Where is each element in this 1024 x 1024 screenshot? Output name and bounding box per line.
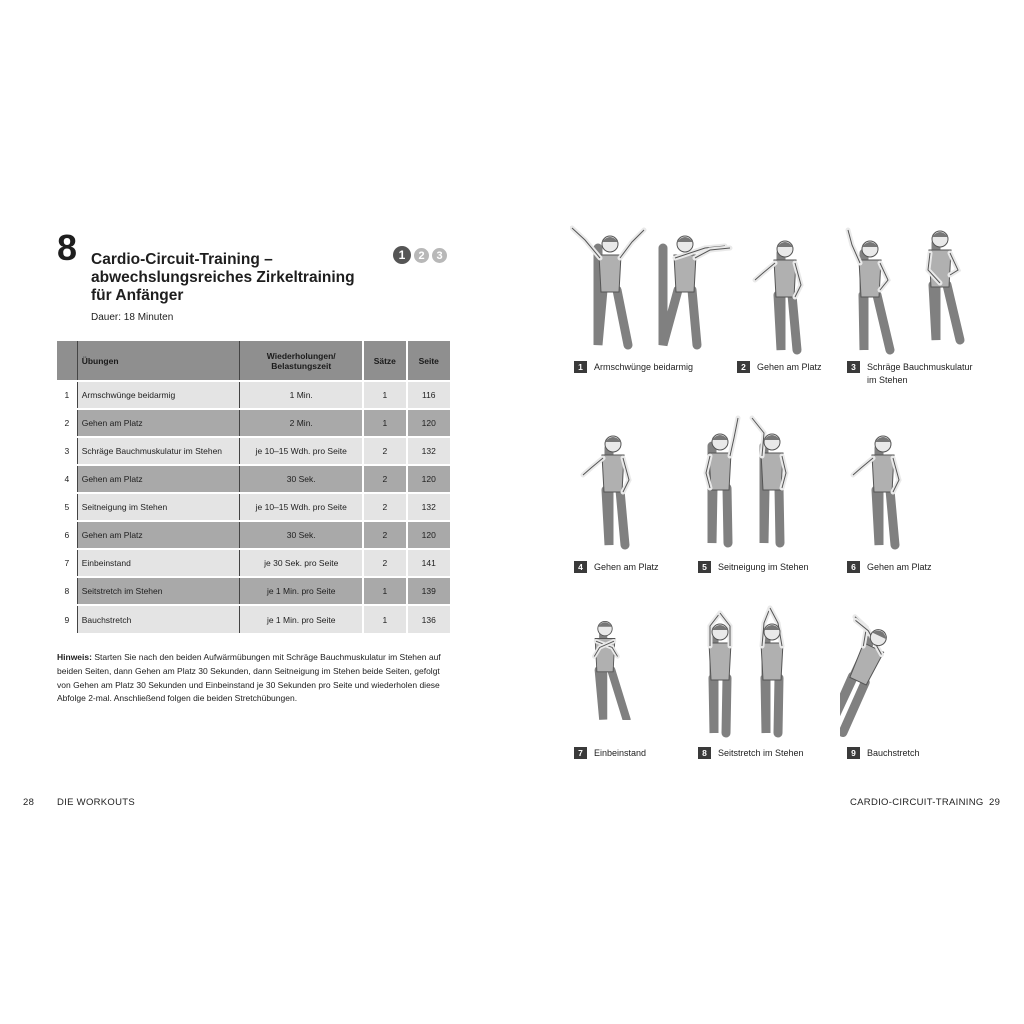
figure-number-badge: 1 (574, 361, 587, 373)
header-repetitions: Wiederholungen/ Belastungszeit (240, 341, 363, 381)
figure-label: Seitstretch im Stehen (718, 748, 804, 758)
row-repetitions: 2 Min. (240, 409, 363, 437)
hint-label: Hinweis: (57, 652, 92, 662)
row-repetitions: je 1 Min. pro Seite (240, 605, 363, 633)
row-number: 7 (57, 549, 77, 577)
figure-label: Einbeinstand (594, 748, 647, 758)
right-page-number: 29 (989, 797, 1001, 808)
row-sets: 2 (363, 465, 406, 493)
row-page: 120 (407, 521, 450, 549)
row-number: 9 (57, 605, 77, 633)
walking-figure-icon (745, 235, 825, 355)
workout-title-line: Cardio-Circuit-Training – (91, 251, 273, 268)
workout-title-line: abwechslungsreiches Zirkeltraining (91, 269, 355, 286)
hint-text: Starten Sie nach den beiden Aufwärmübungen mit Schräge Bauchmuskulatur im Stehen auf beiden Seiten, dann Gehen am Platz 30 Sekunden, dann Seitneigung im Stehen beide Seiten, gefolgt von Gehen am Platz 30 Sekunden und Einbeinstand je 30 Sekunden pro Seite und wiederholen diese Abfolge 2-mal. Anschließend folgen die beiden Stretchübungen. (57, 652, 441, 704)
table-row (57, 381, 450, 409)
table-header-row (57, 341, 450, 381)
figure-label: Gehen am Platz (867, 562, 932, 572)
header-page: Seite (407, 341, 450, 381)
figure-label: Armschwünge beidarmig (594, 362, 694, 372)
level-dot-2: 2 (414, 248, 429, 263)
figure-number-badge: 9 (847, 747, 860, 759)
row-number: 4 (57, 465, 77, 493)
row-repetitions: je 10–15 Wdh. pro Seite (240, 437, 363, 465)
workout-title-line: für Anfänger (91, 287, 184, 304)
row-exercise: Bauchstretch (77, 605, 240, 633)
row-sets: 1 (363, 381, 406, 409)
table-row (57, 549, 450, 577)
row-sets: 1 (363, 605, 406, 633)
row-page: 120 (407, 409, 450, 437)
row-exercise: Gehen am Platz (77, 521, 240, 549)
row-number: 8 (57, 577, 77, 605)
table-row (57, 577, 450, 605)
figure-number-badge: 8 (698, 747, 711, 759)
walking-figure-icon (845, 432, 915, 557)
workout-number: 8 (57, 227, 78, 268)
row-page: 136 (407, 605, 450, 633)
row-page: 132 (407, 437, 450, 465)
row-sets: 2 (363, 549, 406, 577)
figure-label: Bauchstretch (867, 748, 920, 758)
level-dot-3: 3 (432, 248, 447, 263)
figure-label: Gehen am Platz (594, 562, 659, 572)
row-sets: 1 (363, 577, 406, 605)
hint-paragraph (57, 651, 453, 706)
figure-caption (847, 361, 982, 387)
figure-caption (574, 361, 734, 374)
row-sets: 2 (363, 521, 406, 549)
figure-number-badge: 4 (574, 561, 587, 573)
row-number: 1 (57, 381, 77, 409)
row-sets: 2 (363, 493, 406, 521)
row-sets: 2 (363, 437, 406, 465)
row-number: 6 (57, 521, 77, 549)
figure-label: Seitneigung im Stehen (718, 562, 809, 572)
figure-label: Schräge Bauchmuskulatur im Stehen (867, 362, 973, 385)
table-row (57, 605, 450, 633)
figure-caption (847, 561, 1007, 574)
row-exercise: Gehen am Platz (77, 465, 240, 493)
row-page: 132 (407, 493, 450, 521)
workout-title (91, 251, 381, 305)
figure-number-badge: 3 (847, 361, 860, 373)
table-row (57, 465, 450, 493)
arm-swing-figure-icon (570, 220, 735, 355)
left-section-title: DIE WORKOUTS (57, 797, 136, 808)
side-stretch-figure-icon (690, 600, 800, 740)
figure-number-badge: 7 (574, 747, 587, 759)
row-exercise: Seitstretch im Stehen (77, 577, 240, 605)
header-number (57, 341, 77, 381)
walking-figure-icon (575, 432, 645, 557)
row-number: 2 (57, 409, 77, 437)
header-exercises: Übungen (77, 341, 240, 381)
row-exercise: Armschwünge beidarmig (77, 381, 240, 409)
row-repetitions: 1 Min. (240, 381, 363, 409)
row-page: 120 (407, 465, 450, 493)
row-page: 139 (407, 577, 450, 605)
header-sets: Sätze (363, 341, 406, 381)
row-number: 3 (57, 437, 77, 465)
side-bend-figure-icon (690, 408, 800, 558)
figure-number-badge: 6 (847, 561, 860, 573)
table-row (57, 409, 450, 437)
figure-caption (698, 747, 858, 760)
row-repetitions: je 30 Sek. pro Seite (240, 549, 363, 577)
row-number: 5 (57, 493, 77, 521)
level-dot-1: 1 (393, 246, 411, 264)
row-repetitions: 30 Sek. (240, 521, 363, 549)
figure-number-badge: 2 (737, 361, 750, 373)
row-sets: 1 (363, 409, 406, 437)
row-repetitions: je 10–15 Wdh. pro Seite (240, 493, 363, 521)
table-row (57, 493, 450, 521)
duration-text: Dauer: 18 Minuten (91, 312, 174, 323)
one-leg-stand-figure-icon (575, 620, 640, 720)
table-row (57, 521, 450, 549)
right-section-title: CARDIO-CIRCUIT-TRAINING (850, 797, 984, 808)
exercise-table (57, 341, 450, 633)
figure-number-badge: 5 (698, 561, 711, 573)
figure-label: Gehen am Platz (757, 362, 822, 372)
row-page: 141 (407, 549, 450, 577)
row-repetitions: je 1 Min. pro Seite (240, 577, 363, 605)
figure-caption (698, 561, 858, 574)
row-repetitions: 30 Sek. (240, 465, 363, 493)
row-exercise: Einbeinstand (77, 549, 240, 577)
abdominal-stretch-figure-icon (840, 612, 915, 740)
left-page-number: 28 (23, 797, 35, 808)
table-row (57, 437, 450, 465)
row-exercise: Seitneigung im Stehen (77, 493, 240, 521)
row-exercise: Gehen am Platz (77, 409, 240, 437)
row-exercise: Schräge Bauchmuskulatur im Stehen (77, 437, 240, 465)
figure-caption (847, 747, 1007, 760)
oblique-crunch-figure-icon (840, 225, 975, 355)
row-page: 116 (407, 381, 450, 409)
level-indicator (393, 246, 447, 264)
